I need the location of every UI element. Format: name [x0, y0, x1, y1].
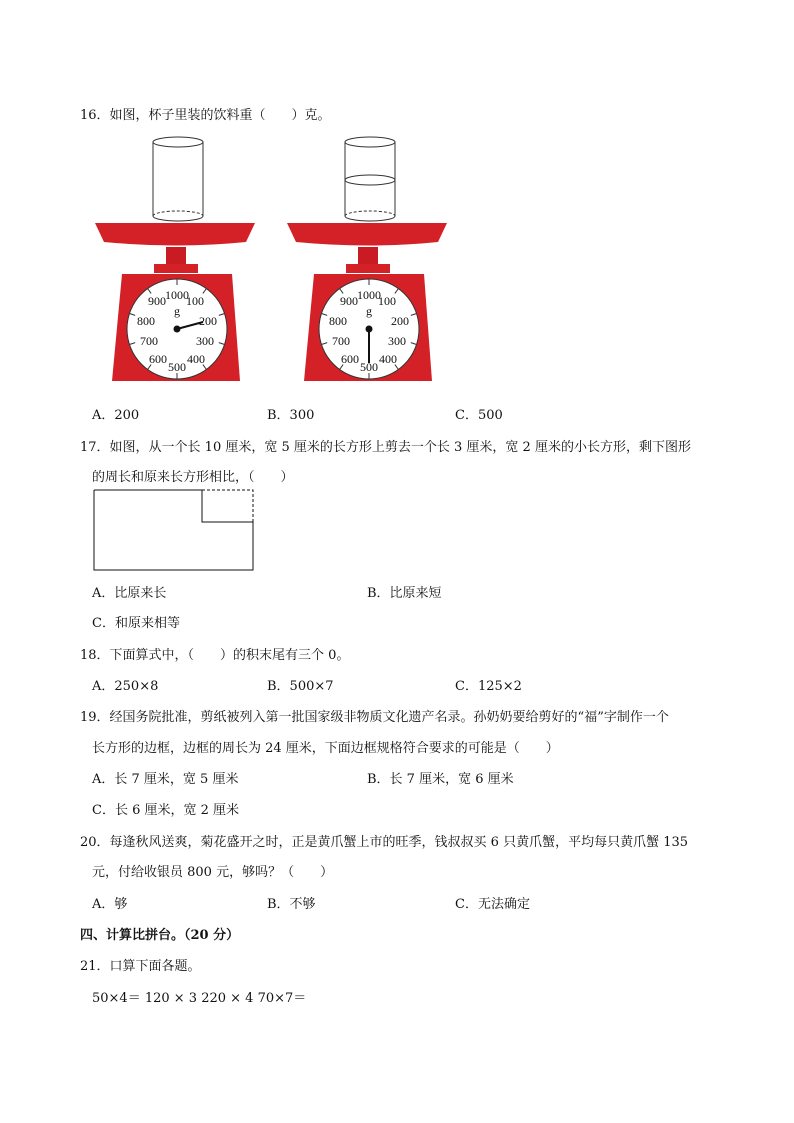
- q20-stem-line1: 20．每逢秋风送爽，菊花盛开之时，正是黄爪蟹上市的旺季，钱叔叔买 6 只黄爪蟹，平均每只黄爪蟹 135: [80, 835, 689, 850]
- dial-unit: g: [366, 304, 372, 318]
- q20-option-c[interactable]: C．无法确定: [455, 897, 530, 912]
- q21-stem: 21．口算下面各题。: [80, 959, 201, 974]
- section-title: 四、计算比拼台。（20 分）: [80, 928, 240, 943]
- scale-dial: [319, 279, 419, 379]
- q19-option-c[interactable]: C．长 6 厘米，宽 2 厘米: [92, 803, 240, 818]
- dial-label-800: 800: [137, 314, 155, 328]
- q17-option-b[interactable]: B．比原来短: [367, 586, 442, 601]
- q20-stem-line2: 元，付给收银员 800 元，够吗？（ ）: [92, 865, 334, 880]
- q19-stem-line1: 19．经国务院批准，剪纸被列入第一批国家级非物质文化遗产名录。孙奶奶要给剪好的“福”字制作一个: [80, 710, 669, 725]
- q21-expressions: 50×4＝ 120 × 3 220 × 4 70×7＝: [92, 991, 307, 1006]
- dial-label-1000: 1000: [357, 288, 381, 302]
- q16-option-c[interactable]: C．500: [455, 408, 503, 423]
- dial-label-900: 900: [340, 294, 358, 308]
- cup-with-drink-icon: [345, 137, 395, 221]
- dial-label-500: 500: [168, 360, 186, 374]
- dial-label-300: 300: [388, 334, 406, 348]
- q19-option-a[interactable]: A．长 7 厘米，宽 5 厘米: [92, 772, 239, 787]
- dial-label-100: 100: [378, 294, 396, 308]
- q16-stem: 16．如图，杯子里装的饮料重（ ）克。: [80, 108, 331, 123]
- q17-stem-line1: 17．如图，从一个长 10 厘米，宽 5 厘米的长方形上剪去一个长 3 厘米，宽 2 厘米的小长方形，剩下图形: [80, 440, 691, 455]
- q18-option-c[interactable]: C．125×2: [455, 679, 522, 694]
- scale-tray: [95, 223, 255, 246]
- dial-label-600: 600: [149, 352, 167, 366]
- empty-cup-icon: [153, 137, 203, 221]
- q17-option-c[interactable]: C．和原来相等: [92, 616, 180, 631]
- scale-dial: [127, 279, 227, 379]
- cut-rectangle-figure: [92, 488, 262, 578]
- q18-option-b[interactable]: B．500×7: [267, 679, 334, 694]
- scale-figure-empty-cup: [92, 130, 262, 385]
- dial-label-1000: 1000: [165, 288, 189, 302]
- dial-label-200: 200: [199, 314, 217, 328]
- dial-label-600: 600: [341, 352, 359, 366]
- dial-label-300: 300: [196, 334, 214, 348]
- q17-stem-line2: 的周长和原来长方形相比，（ ）: [92, 470, 294, 485]
- dial-label-900: 900: [148, 294, 166, 308]
- dial-unit: g: [174, 304, 180, 318]
- q19-stem-line2: 长方形的边框，边框的周长为 24 厘米，下面边框规格符合要求的可能是（ ）: [92, 741, 559, 756]
- scale-figure-filled-cup: [284, 130, 454, 385]
- q19-option-b[interactable]: B．长 7 厘米，宽 6 厘米: [367, 772, 514, 787]
- dial-label-700: 700: [140, 334, 158, 348]
- dial-label-400: 400: [187, 352, 205, 366]
- q18-stem: 18．下面算式中，（ ）的积末尾有三个 0。: [80, 648, 350, 663]
- q16-option-b[interactable]: B．300: [267, 408, 315, 423]
- dial-label-700: 700: [332, 334, 350, 348]
- q18-option-a[interactable]: A．250×8: [92, 679, 159, 694]
- dial-label-500: 500: [360, 360, 378, 374]
- q20-option-b[interactable]: B．不够: [267, 897, 316, 912]
- q16-option-a[interactable]: A．200: [92, 408, 140, 423]
- dial-label-800: 800: [329, 314, 347, 328]
- q20-option-a[interactable]: A．够: [92, 897, 128, 912]
- q17-option-a[interactable]: A．比原来长: [92, 586, 167, 601]
- dial-label-200: 200: [391, 314, 409, 328]
- dial-label-400: 400: [379, 352, 397, 366]
- dial-label-100: 100: [186, 294, 204, 308]
